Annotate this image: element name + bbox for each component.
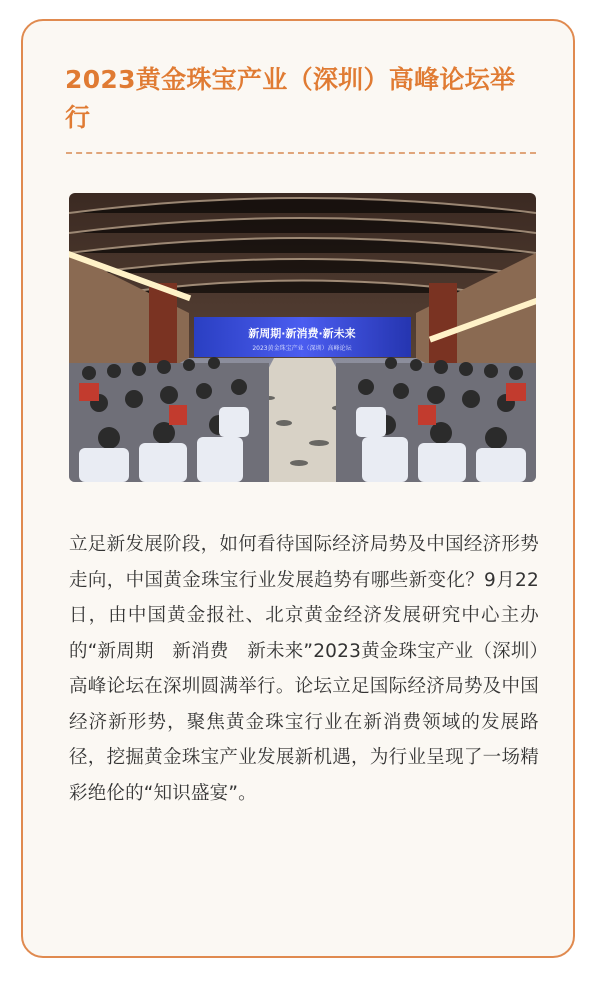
article-title: 2023黄金珠宝产业（深圳）高峰论坛举行	[65, 65, 516, 132]
banner-headline: 新周期·新消费·新未来	[248, 327, 356, 340]
forum-photo	[69, 193, 536, 482]
article-card	[21, 19, 575, 958]
dashed-divider	[66, 152, 536, 154]
banner-subline: 2023黄金珠宝产业（深圳）高峰论坛	[252, 345, 352, 352]
article-body: 立足新发展阶段，如何看待国际经济局势及中国经济形势走向，中国黄金珠宝行业发展趋势有哪些新变化？9月22日，由中国黄金报社、北京黄金经济发展研究中心主办的“新周期 新消费 新未来”2023黄金珠宝产业（深圳）高峰论坛在深圳圆满举行。论坛立足国际经济局势及中国经济新形势，聚焦黄金珠宝行业在新消费领域的发展路径，挖掘黄金珠宝产业发展新机遇，为行业呈现了一场精彩绝伦的“知识盛宴”。	[69, 534, 539, 804]
